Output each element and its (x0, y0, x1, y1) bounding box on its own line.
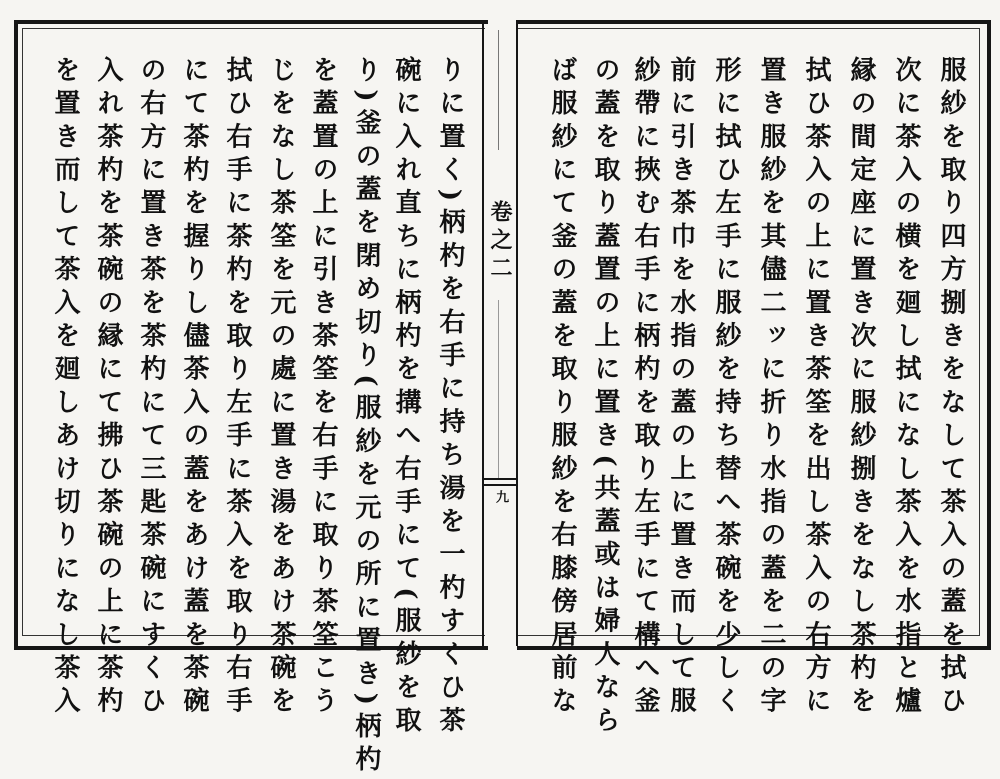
volume-title: 卷之二 (487, 200, 513, 284)
text-column: 前に引き茶巾を水指の蓋の上に置き而して服 (666, 56, 696, 721)
text-column: ば服紗にて釜の蓋を取り服紗を右膝傍居前な (547, 56, 577, 720)
text-column: を置き而して茶入を廻しあけ切りになし茶入 (50, 56, 80, 720)
text-column: 入れ茶杓を茶碗の縁にて拂ひ茶碗の上に茶杓 (93, 56, 123, 720)
text-column: 服紗を取り四方捌きをなして茶入の蓋を拭ひ (936, 56, 966, 720)
gutter-center-rule-lower (498, 300, 499, 480)
text-column: りに置く)柄杓を右手に持ち湯を一杓すくひ茶 (435, 56, 465, 740)
gutter-center-rule (498, 30, 499, 150)
text-column: 縁の間定座に置き次に服紗捌きをなし茶杓を (846, 56, 876, 720)
text-column: の蓋を取り蓋置の上に置き(共蓋或は婦人なら (590, 56, 620, 740)
text-column: の右方に置き茶を茶杓にて三匙茶碗にすくひ (136, 56, 166, 720)
text-column: じをなし茶筌を元の處に置き湯をあけ茶碗を (266, 56, 296, 721)
text-column: 拭ひ右手に茶杓を取り左手に茶入を取り右手 (222, 56, 252, 720)
text-column: 碗に入れ直ちに柄杓を搆へ右手にて(服紗を取 (391, 56, 421, 740)
gutter-line-right (516, 20, 518, 646)
text-column: 紗帶に挾む右手に柄杓を取り左手にて構へ釜 (630, 56, 660, 720)
text-column: 形に拭ひ左手に服紗を持ち替へ茶碗を少しく (711, 56, 741, 721)
text-column: 次に茶入の横を廻し拭になし茶入を水指と爐 (891, 56, 921, 720)
gutter-line-left (482, 20, 484, 646)
text-column: 拭ひ茶入の上に置き茶筌を出し茶入の右方に (801, 56, 831, 720)
gutter-rule-bottom (484, 484, 516, 486)
text-column: り)釜の蓋を閉め切り(服紗を元の所に置き)柄杓 (351, 56, 381, 779)
page-number: 九 (493, 490, 508, 503)
text-column: を蓋置の上に引き茶筌を右手に取り茶筌こう (308, 56, 338, 720)
text-column: にて茶杓を握りし儘茶入の蓋をあけ蓋を茶碗 (179, 56, 209, 720)
text-column: 置き服紗を其儘二ッに折り水指の蓋を二の字 (756, 56, 786, 720)
gutter-rule-top (484, 478, 516, 480)
